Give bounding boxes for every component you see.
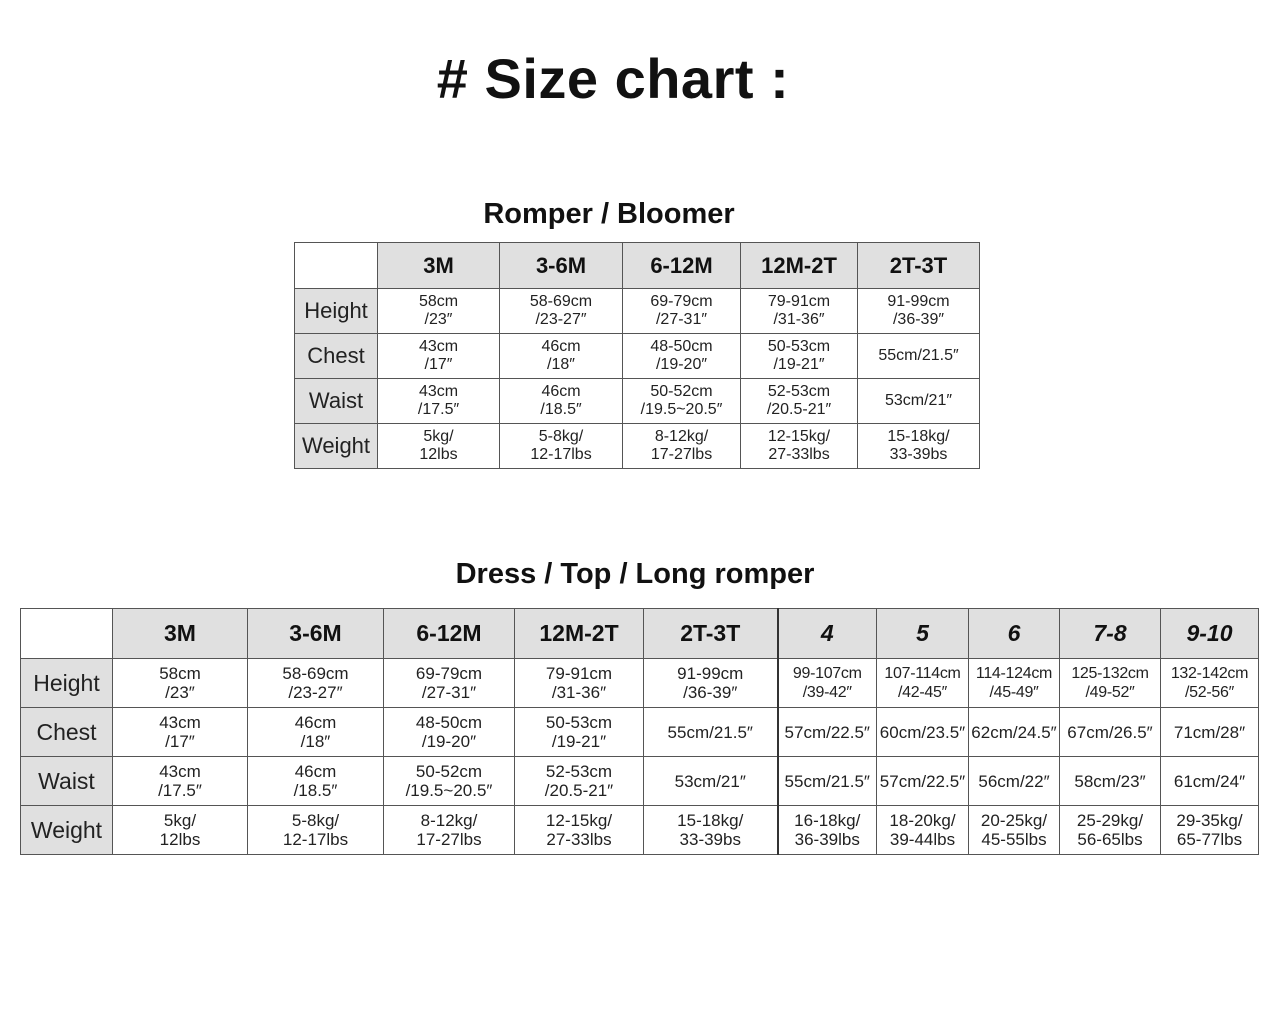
value-line: 46cm bbox=[294, 762, 337, 781]
value-line: 114-124cm bbox=[975, 665, 1053, 682]
size-value-cell bbox=[384, 806, 515, 855]
size-value-cell bbox=[1060, 708, 1161, 757]
value-line: 58-69cm bbox=[529, 293, 593, 310]
size-value-cell bbox=[741, 289, 858, 334]
size-header: 12M-2T bbox=[741, 243, 858, 289]
size-value-cell bbox=[1161, 708, 1259, 757]
size-value-cell bbox=[877, 806, 969, 855]
size-header: 5 bbox=[877, 609, 969, 659]
value-line: /19.5~20.5″ bbox=[640, 401, 723, 418]
value-line: 17-27lbs bbox=[650, 446, 713, 463]
value-line: /19-20″ bbox=[421, 732, 477, 751]
value-line: 5-8kg/ bbox=[538, 428, 584, 445]
size-value-cell bbox=[248, 708, 384, 757]
value-line: 65-77lbs bbox=[1176, 830, 1243, 849]
value-line: 12-15kg/ bbox=[767, 428, 831, 445]
size-value-cell bbox=[1161, 659, 1259, 708]
size-header: 3M bbox=[378, 243, 500, 289]
value-line: 67cm/26.5″ bbox=[1067, 722, 1153, 742]
size-value-cell bbox=[741, 334, 858, 379]
size-header: 2T-3T bbox=[644, 609, 778, 659]
value-line: 50-53cm bbox=[545, 713, 613, 732]
size-value-cell bbox=[778, 757, 877, 806]
value-line: 55cm/21.5″ bbox=[878, 347, 959, 364]
value-line: /19.5~20.5″ bbox=[405, 781, 493, 800]
value-line: 57cm/22.5″ bbox=[784, 722, 870, 742]
value-line: 58cm/23″ bbox=[1074, 771, 1146, 791]
value-line: 55cm/21.5″ bbox=[667, 722, 753, 742]
romper-table-body bbox=[295, 289, 980, 469]
value-line: 5kg/ bbox=[163, 811, 197, 830]
size-value-cell bbox=[500, 379, 623, 424]
value-line: 15-18kg/ bbox=[887, 428, 950, 445]
value-line: /45-49″ bbox=[989, 684, 1039, 701]
value-line: /42-45″ bbox=[898, 684, 947, 701]
value-line: 50-53cm bbox=[767, 338, 831, 355]
value-line: 48-50cm bbox=[650, 338, 713, 355]
size-header: 3M bbox=[113, 609, 248, 659]
value-line: 33-39bs bbox=[679, 830, 741, 849]
size-value-cell bbox=[623, 289, 741, 334]
value-line: 56-65lbs bbox=[1077, 830, 1143, 849]
value-line: 27-33lbs bbox=[546, 830, 612, 849]
value-line: /20.5-21″ bbox=[544, 781, 614, 800]
size-value-cell bbox=[384, 757, 515, 806]
value-line: /19-20″ bbox=[655, 356, 708, 373]
value-line: /17.5″ bbox=[417, 401, 460, 418]
row-label: Chest bbox=[295, 334, 378, 379]
measure-row-weight bbox=[21, 806, 1259, 855]
value-line: 107-114cm bbox=[884, 665, 961, 682]
size-value-cell bbox=[1161, 806, 1259, 855]
value-line: 60cm/23.5″ bbox=[879, 722, 966, 742]
size-header: 6-12M bbox=[384, 609, 515, 659]
value-line: 69-79cm bbox=[650, 293, 713, 310]
value-line: /17″ bbox=[165, 732, 195, 751]
value-line: /31-36″ bbox=[551, 683, 607, 702]
measure-row-weight bbox=[295, 424, 980, 469]
value-line: 58cm bbox=[418, 293, 459, 310]
value-line: 12-17lbs bbox=[282, 830, 349, 849]
value-line: 8-12kg/ bbox=[654, 428, 709, 445]
value-line: 27-33lbs bbox=[768, 446, 830, 463]
value-line: 12-15kg/ bbox=[545, 811, 613, 830]
value-line: 43cm bbox=[418, 383, 459, 400]
value-line: 125-132cm bbox=[1071, 665, 1149, 682]
size-value-cell bbox=[623, 379, 741, 424]
value-line: 99-107cm bbox=[792, 665, 862, 682]
size-value-cell bbox=[644, 659, 778, 708]
size-value-cell bbox=[741, 424, 858, 469]
row-label: Height bbox=[21, 659, 113, 708]
size-value-cell bbox=[248, 806, 384, 855]
size-value-cell bbox=[515, 806, 644, 855]
size-value-cell bbox=[378, 379, 500, 424]
size-value-cell bbox=[378, 289, 500, 334]
size-header: 4 bbox=[778, 609, 877, 659]
value-line: 5kg/ bbox=[423, 428, 454, 445]
value-line: 20-25kg/ bbox=[980, 811, 1048, 830]
value-line: /23-27″ bbox=[288, 683, 343, 702]
size-value-cell bbox=[500, 424, 623, 469]
size-value-cell bbox=[113, 806, 248, 855]
value-line: /20.5-21″ bbox=[766, 401, 832, 418]
size-value-cell bbox=[858, 334, 980, 379]
size-value-cell bbox=[778, 806, 877, 855]
value-line: 12-17lbs bbox=[530, 446, 592, 463]
size-header: 2T-3T bbox=[858, 243, 980, 289]
size-value-cell bbox=[378, 424, 500, 469]
size-value-cell bbox=[644, 806, 778, 855]
value-line: /18″ bbox=[300, 732, 331, 751]
value-line: 46cm bbox=[541, 338, 581, 355]
row-label: Waist bbox=[295, 379, 378, 424]
size-header: 12M-2T bbox=[515, 609, 644, 659]
value-line: 132-142cm bbox=[1170, 665, 1249, 682]
size-value-cell bbox=[113, 757, 248, 806]
value-line: /36-39″ bbox=[683, 683, 738, 702]
size-value-cell bbox=[969, 708, 1060, 757]
size-value-cell bbox=[500, 289, 623, 334]
corner-cell bbox=[21, 609, 113, 659]
size-value-cell bbox=[877, 659, 969, 708]
size-value-cell bbox=[1060, 806, 1161, 855]
size-value-cell bbox=[877, 757, 969, 806]
value-line: 18-20kg/ bbox=[889, 811, 956, 830]
value-line: 8-12kg/ bbox=[420, 811, 478, 830]
size-header-row bbox=[295, 243, 980, 289]
size-value-cell bbox=[1060, 659, 1161, 708]
value-line: /18.5″ bbox=[540, 401, 582, 418]
size-value-cell bbox=[500, 334, 623, 379]
value-line: /52-56″ bbox=[1185, 684, 1234, 701]
size-value-cell bbox=[778, 708, 877, 757]
size-value-cell bbox=[858, 289, 980, 334]
value-line: 71cm/28″ bbox=[1173, 722, 1246, 742]
row-label: Height bbox=[295, 289, 378, 334]
measure-row-chest bbox=[21, 708, 1259, 757]
size-value-cell bbox=[515, 708, 644, 757]
size-value-cell bbox=[113, 659, 248, 708]
romper-table-title: Romper / Bloomer bbox=[483, 198, 735, 230]
value-line: 12lbs bbox=[419, 446, 458, 463]
size-value-cell bbox=[644, 757, 778, 806]
size-value-cell bbox=[1161, 757, 1259, 806]
size-value-cell bbox=[877, 708, 969, 757]
size-value-cell bbox=[969, 659, 1060, 708]
value-line: 58-69cm bbox=[282, 664, 349, 683]
size-value-cell bbox=[378, 334, 500, 379]
value-line: 58cm bbox=[159, 664, 201, 683]
value-line: /36-39″ bbox=[892, 311, 945, 328]
value-line: 57cm/22.5″ bbox=[879, 771, 966, 791]
size-header: 6-12M bbox=[623, 243, 741, 289]
value-line: 45-55lbs bbox=[981, 830, 1047, 849]
value-line: /17.5″ bbox=[158, 781, 202, 800]
value-line: /27-31″ bbox=[421, 683, 477, 702]
value-line: 15-18kg/ bbox=[677, 811, 744, 830]
value-line: /23″ bbox=[424, 311, 453, 328]
value-line: 69-79cm bbox=[415, 664, 483, 683]
value-line: /23″ bbox=[165, 683, 195, 702]
value-line: 53cm/21″ bbox=[884, 392, 953, 409]
value-line: 17-27lbs bbox=[416, 830, 482, 849]
size-header: 9-10 bbox=[1161, 609, 1259, 659]
value-line: 43cm bbox=[159, 762, 201, 781]
value-line: 52-53cm bbox=[767, 383, 831, 400]
size-value-cell bbox=[969, 806, 1060, 855]
size-value-cell bbox=[623, 334, 741, 379]
row-label: Weight bbox=[21, 806, 113, 855]
size-header: 7-8 bbox=[1060, 609, 1161, 659]
measure-row-height bbox=[295, 289, 980, 334]
measure-row-chest bbox=[295, 334, 980, 379]
value-line: 46cm bbox=[541, 383, 581, 400]
corner-cell bbox=[295, 243, 378, 289]
value-line: /19-21″ bbox=[551, 732, 607, 751]
size-value-cell bbox=[1060, 757, 1161, 806]
value-line: 12lbs bbox=[159, 830, 201, 849]
value-line: 52-53cm bbox=[545, 762, 613, 781]
size-value-cell bbox=[623, 424, 741, 469]
row-label: Chest bbox=[21, 708, 113, 757]
measure-row-waist bbox=[21, 757, 1259, 806]
value-line: 53cm/21″ bbox=[674, 771, 746, 791]
value-line: 43cm bbox=[159, 713, 201, 732]
value-line: 5-8kg/ bbox=[291, 811, 340, 830]
size-value-cell bbox=[384, 659, 515, 708]
measure-row-waist bbox=[295, 379, 980, 424]
value-line: 62cm/24.5″ bbox=[971, 722, 1057, 742]
value-line: 33-39bs bbox=[889, 446, 948, 463]
size-value-cell bbox=[248, 659, 384, 708]
value-line: 43cm bbox=[418, 338, 459, 355]
value-line: /19-21″ bbox=[773, 356, 825, 373]
value-line: /39-42″ bbox=[802, 684, 852, 701]
value-line: 91-99cm bbox=[677, 664, 744, 683]
size-value-cell bbox=[644, 708, 778, 757]
row-label: Weight bbox=[295, 424, 378, 469]
dress-table-body bbox=[21, 659, 1259, 855]
size-value-cell bbox=[515, 757, 644, 806]
value-line: 25-29kg/ bbox=[1076, 811, 1144, 830]
value-line: /27-31″ bbox=[655, 311, 708, 328]
row-label: Waist bbox=[21, 757, 113, 806]
value-line: 46cm bbox=[294, 713, 337, 732]
value-line: 61cm/24″ bbox=[1173, 771, 1246, 791]
size-value-cell bbox=[858, 379, 980, 424]
value-line: 48-50cm bbox=[415, 713, 483, 732]
value-line: /18″ bbox=[547, 356, 575, 373]
value-line: 29-35kg/ bbox=[1176, 811, 1243, 830]
value-line: /31-36″ bbox=[773, 311, 825, 328]
dress-size-table bbox=[20, 608, 1259, 855]
size-value-cell bbox=[113, 708, 248, 757]
value-line: 50-52cm bbox=[650, 383, 713, 400]
size-header: 3-6M bbox=[248, 609, 384, 659]
size-value-cell bbox=[515, 659, 644, 708]
value-line: /18.5″ bbox=[293, 781, 338, 800]
size-header: 6 bbox=[969, 609, 1060, 659]
value-line: /49-52″ bbox=[1085, 684, 1135, 701]
page-title: # Size chart : bbox=[436, 47, 790, 110]
value-line: /17″ bbox=[424, 356, 453, 373]
size-value-cell bbox=[858, 424, 980, 469]
size-header-row bbox=[21, 609, 1259, 659]
value-line: 36-39lbs bbox=[794, 830, 860, 849]
value-line: 50-52cm bbox=[415, 762, 483, 781]
measure-row-height bbox=[21, 659, 1259, 708]
dress-table-title: Dress / Top / Long romper bbox=[455, 558, 815, 590]
size-value-cell bbox=[248, 757, 384, 806]
value-line: /23-27″ bbox=[535, 311, 587, 328]
size-value-cell bbox=[969, 757, 1060, 806]
value-line: 55cm/21.5″ bbox=[784, 771, 870, 791]
value-line: 79-91cm bbox=[545, 664, 613, 683]
value-line: 16-18kg/ bbox=[794, 811, 861, 830]
size-value-cell bbox=[384, 708, 515, 757]
romper-size-table bbox=[294, 242, 980, 469]
value-line: 79-91cm bbox=[767, 293, 831, 310]
value-line: 39-44lbs bbox=[889, 830, 956, 849]
size-value-cell bbox=[778, 659, 877, 708]
value-line: 91-99cm bbox=[887, 293, 950, 310]
size-value-cell bbox=[741, 379, 858, 424]
size-header: 3-6M bbox=[500, 243, 623, 289]
value-line: 56cm/22″ bbox=[978, 771, 1050, 791]
